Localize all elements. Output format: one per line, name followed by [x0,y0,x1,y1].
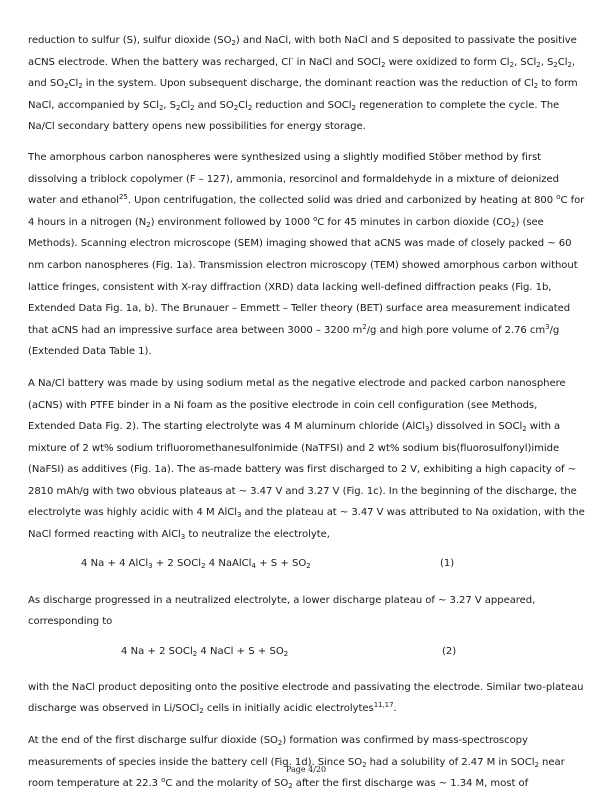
equation-2-body: 4 Na + 2 SOCl$_2$ 4 NaCl + $S + SO_2$ [121,645,289,658]
paragraph-synthesis: The amorphous carbon nanospheres were synthesized using a slightly modified Stöber method by first dissolving a triblock copolymer (F – 127), ammonia, resorcinol and formaldehyde in a mixture of deionized water and ethanol$^{25}$. Upon centrifugation, the collected solid was dried and carbonized by heating at 800 $^o$C for 4 hours in a nitrogen $(N_2)$ environment followed by 1000 $^o$C for 45 minutes in carbon dioxide $(CO_2)$ (see Methods). Scanning electron microscope (SEM) imaging showed that aCNS was made of closely packed ~ 60 nm carbon nanospheres (Fig. 1a). Transmission electron microscopy (TEM) showed amorphous carbon without lattice fringes, consistent with X-ray diffraction (XRD) data lacking well-defined diffraction peaks (Fig. 1b, Extended Data Fig. 1a, b). The Brunauer – Emmett – Teller theory (BET) surface area measurement indicated that aCNS had an impressive surface area between 3000 – 3200 $m^2/g$ and high pore volume of 2.76 $cm^3/g$ (Extended Data Table 1). [28,151,585,358]
equation-2-number: (2) [442,645,457,657]
equation-1 [28,553,586,583]
citation-ref: 11,17 [373,701,394,710]
equation-1-body: 4 Na + 4 AlCl$_3$ + 2 SOCl$_2$ 4 NaAlCl$_4$ + $S + SO_2$ [81,557,311,570]
equation-1-number: (1) [440,557,455,569]
paragraph-continuation: reduction to sulfur (S), sulfur dioxide $(SO_2)$ and NaCl, with both NaCl and S deposited to passivate the positive aCNS electrode. When the battery was recharged, Cl- in NaCl and SOCl$_2$ were oxidized to form $Cl_2$, SCl$_2$, $S_2Cl_2$, and $SO_2Cl_2$ in the system. Upon subsequent discharge, the dominant reaction was the reduction of $Cl_2$ to form NaCl, accompanied by SCl$_2$, $S_2Cl_2$ and $SO_2Cl_2$ reduction and SOCl$_2$ regeneration to complete the cycle. The Na/Cl secondary battery opens new possibilities for energy storage. [28,35,578,133]
paragraph-so2-formation: At the end of the first discharge sulfur dioxide $(SO_2)$ formation was confirmed by mass-spectroscopy measurements of species inside the battery cell (Fig. 1d). Since $SO_2$ had a solubility of 2.47 M in SOCl$_2$ near room temperature at 22.3 $^o$C and the molarity of $SO_2$ after the first discharge was ~ 1.34 M, most of [28,735,565,791]
paragraph-discharge: As discharge progressed in a neutralized electrolyte, a lower discharge plateau of ~ 3.27 V appeared, corresponding to [28,594,536,628]
page-body [28,30,586,805]
paragraph-battery: A Na/Cl battery was made by using sodium metal as the negative electrode and packed carbon nanosphere (aCNS) with PTFE binder in a Ni foam as the positive electrode in coin cell configuration (see Methods, Extended Data Fig. 2). The starting electrolyte was 4 M aluminum chloride (AlCl$_3$) dissolved in SOCl$_2$ with a mixture of 2 wt% sodium trifluoromethanesulfonimide (NaTFSI) and 2 wt% sodium bis(fluorosulfonyl)imide (NaFSI) as additives (Fig. 1a). The as-made battery was first discharged to 2 V, exhibiting a high capacity of ~ 2810 mAh/g with two obvious plateaus at ~ 3.47 V and 3.27 V (Fig. 1c). In the beginning of the discharge, the electrolyte was highly acidic with 4 M AlCl$_3$ and the plateau at ~ 3.47 V was attributed to Na oxidation, with the NaCl formed reacting with AlCl$_3$ to neutralize the electrolyte, [28,377,585,542]
page-number: Page 4/20 [285,765,327,774]
paragraph-nacl-product: with the NaCl product depositing onto the positive electrode and passivating the electrode. Similar two-plateau discharge was observed in Li/SOCl$_2$ cells in initially acidic electrolytes$^{11,17}$. [28,681,584,716]
equation-2 [28,641,586,671]
citation-ref: 25 [119,193,128,202]
